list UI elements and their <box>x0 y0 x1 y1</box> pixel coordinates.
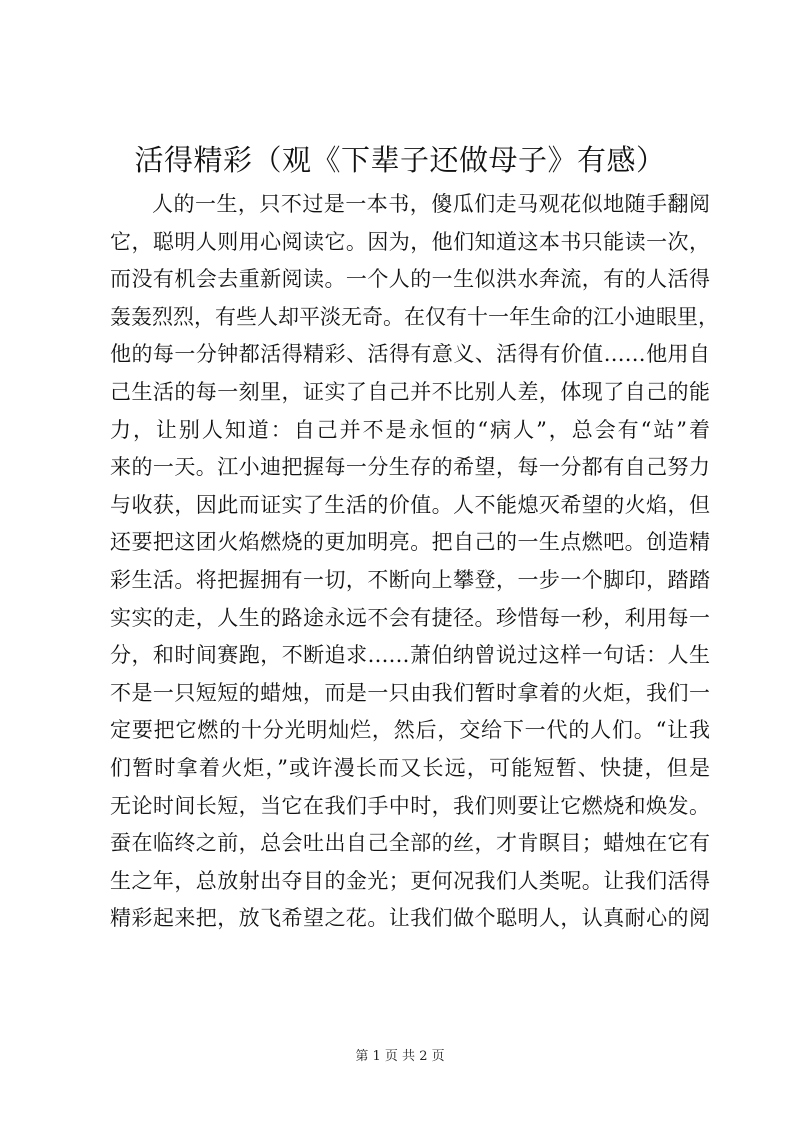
body-line: 它，聪明人则用心阅读它。因为，他们知道这本书只能读一次， <box>110 229 710 254</box>
body-line: 生之年，总放射出夺目的金光；更何况我们人类呢。让我们活得 <box>110 868 710 893</box>
body-line: 无论时间长短，当它在我们手中时，我们则要让它燃烧和焕发。 <box>110 793 710 818</box>
document-title: 活得精彩（观《下辈子还做母子》有感） <box>134 143 666 177</box>
document-body <box>110 186 719 938</box>
body-line: 不是一只短短的蜡烛，而是一只由我们暂时拿着的火炬，我们一 <box>110 680 710 705</box>
body-line: 来的一天。江小迪把握每一分生存的希望，每一分都有自己努力 <box>110 455 710 480</box>
body-line: 彩生活。将把握拥有一切，不断向上攀登，一步一个脚印，踏踏 <box>110 567 710 592</box>
page-number-footer: 第 1 页 共 2 页 <box>355 1049 445 1064</box>
body-line: 轰轰烈烈，有些人却平淡无奇。在仅有十一年生命的江小迪眼里， <box>110 304 719 329</box>
body-line: 们暂时拿着火炬，”或许漫长而又长远，可能短暂、快捷，但是 <box>110 755 710 780</box>
body-line: 与收获，因此而证实了生活的价值。人不能熄灭希望的火焰，但 <box>110 492 710 517</box>
body-line: 还要把这团火焰燃烧的更加明亮。把自己的一生点燃吧。创造精 <box>110 530 710 555</box>
body-line: 而没有机会去重新阅读。一个人的一生似洪水奔流，有的人活得 <box>110 267 710 292</box>
body-line: 实实的走，人生的路途永远不会有捷径。珍惜每一秒，利用每一 <box>110 605 710 630</box>
body-line: 蚕在临终之前，总会吐出自己全部的丝，才肯瞑目；蜡烛在它有 <box>110 831 710 856</box>
body-line: 精彩起来把，放飞希望之花。让我们做个聪明人，认真耐心的阅 <box>110 906 710 931</box>
body-line: 人的一生，只不过是一本书，傻瓜们走马观花似地随手翻阅 <box>152 192 710 216</box>
body-line: 他的每一分钟都活得精彩、活得有意义、活得有价值……他用自 <box>110 342 710 367</box>
body-line: 定要把它燃的十分光明灿烂，然后，交给下一代的人们。“让我 <box>110 718 710 743</box>
body-line: 力，让别人知道：自己并不是永恒的“病人”，总会有“站”着 <box>110 417 710 442</box>
body-line: 己生活的每一刻里，证实了自己并不比别人差，体现了自己的能 <box>110 379 710 404</box>
body-line: 分，和时间赛跑，不断追求……萧伯纳曾说过这样一句话：人生 <box>110 643 710 668</box>
